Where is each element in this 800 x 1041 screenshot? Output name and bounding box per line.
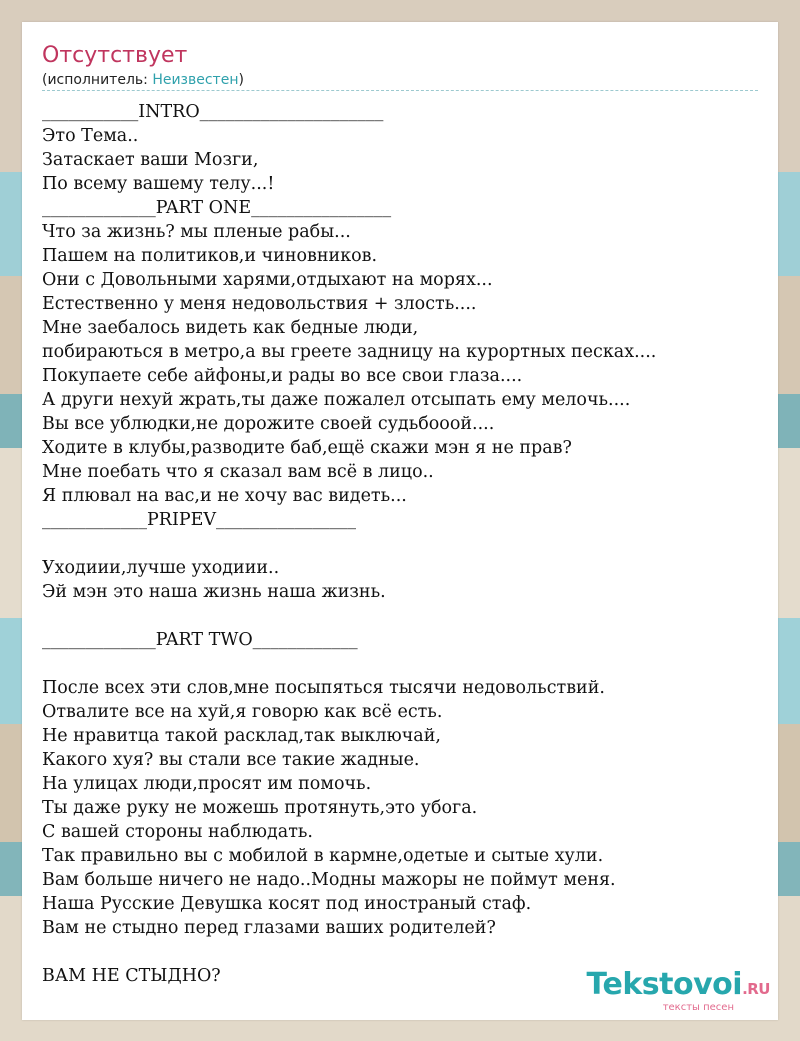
lyric-line: [42, 652, 762, 676]
lyric-line: Что за жизнь? мы пленые рабы...: [42, 222, 351, 242]
title-separator: [42, 90, 758, 91]
lyric-line: С вашей стороны наблюдать.: [42, 822, 313, 842]
lyric-line: Они с Довольными харями,отдыхают на морях...: [42, 270, 493, 290]
lyric-line: По всему вашему телу...!: [42, 174, 275, 194]
lyric-line: Вы все ублюдки,не дорожите своей судьбооой....: [42, 414, 495, 434]
artist-prefix: (исполнитель:: [42, 72, 153, 88]
lyric-line: ____________PRIPEV________________: [42, 510, 357, 530]
artist-line: [42, 71, 244, 89]
lyric-line: Пашем на политиков,и чиновников.: [42, 246, 378, 266]
site-logo[interactable]: [586, 967, 770, 1014]
song-title: Отсутствует: [42, 43, 188, 68]
lyric-line: ВАМ НЕ СТЫДНО?: [42, 966, 221, 986]
lyric-line: Вам не стыдно перед глазами ваших родителей?: [42, 918, 496, 938]
lyric-line: Отвалите все на хуй,я говорю как всё есть.: [42, 702, 443, 722]
lyric-line: После всех эти слов,мне посыпяться тысячи недовольствий.: [42, 678, 605, 698]
lyric-line: Покупаете себе айфоны,и рады во все свои глаза....: [42, 366, 523, 386]
lyric-line: _____________PART TWO____________: [42, 630, 358, 650]
artist-link[interactable]: Неизвестен: [152, 72, 239, 88]
logo-main-text: Tekstovoi: [586, 967, 743, 1002]
lyric-line: Затаскает ваши Мозги,: [42, 150, 259, 170]
artist-suffix: ): [238, 72, 244, 88]
lyric-line: А други нехуй жрать,ты даже пожалел отсыпать ему мелочь....: [42, 390, 631, 410]
lyric-line: Естественно у меня недовольствия + злость....: [42, 294, 477, 314]
lyric-line: Уходиии,лучше уходиии..: [42, 558, 280, 578]
lyric-line: Мне заебалось видеть как бедные люди,: [42, 318, 419, 338]
lyrics-card: [22, 22, 778, 1020]
lyric-line: побираються в метро,а вы греете задницу на курортных песках....: [42, 342, 657, 362]
lyric-line: Не нравитца такой расклад,так выключай,: [42, 726, 441, 746]
lyric-line: Это Тема..: [42, 126, 139, 146]
lyric-line: ___________INTRO_____________________: [42, 102, 384, 122]
lyric-line: Мне поебать что я сказал вам всё в лицо..: [42, 462, 434, 482]
lyric-line: Наша Русские Девушка косят под иностраный стаф.: [42, 894, 532, 914]
logo-domain-suffix: .RU: [742, 980, 770, 998]
lyrics-text: [42, 100, 762, 988]
logo-tagline: тексты песен: [662, 1002, 734, 1013]
lyric-line: Какого хуя? вы стали все такие жадные.: [42, 750, 420, 770]
lyric-line: Я плювал на вас,и не хочу вас видеть...: [42, 486, 407, 506]
lyric-line: Эй мэн это наша жизнь наша жизнь.: [42, 582, 386, 602]
lyric-line: На улицах люди,просят им помочь.: [42, 774, 372, 794]
lyric-line: Вам больше ничего не надо..Модны мажоры не поймут меня.: [42, 870, 616, 890]
lyric-line: Ходите в клубы,разводите баб,ещё скажи мэн я не прав?: [42, 438, 572, 458]
lyric-line: [42, 940, 762, 964]
lyric-line: _____________PART ONE________________: [42, 198, 392, 218]
lyric-line: [42, 604, 762, 628]
lyric-line: Так правильно вы с мобилой в кармне,одетые и сытые хули.: [42, 846, 604, 866]
lyric-line: Ты даже руку не можешь протянуть,это убога.: [42, 798, 478, 818]
lyric-line: [42, 532, 762, 556]
